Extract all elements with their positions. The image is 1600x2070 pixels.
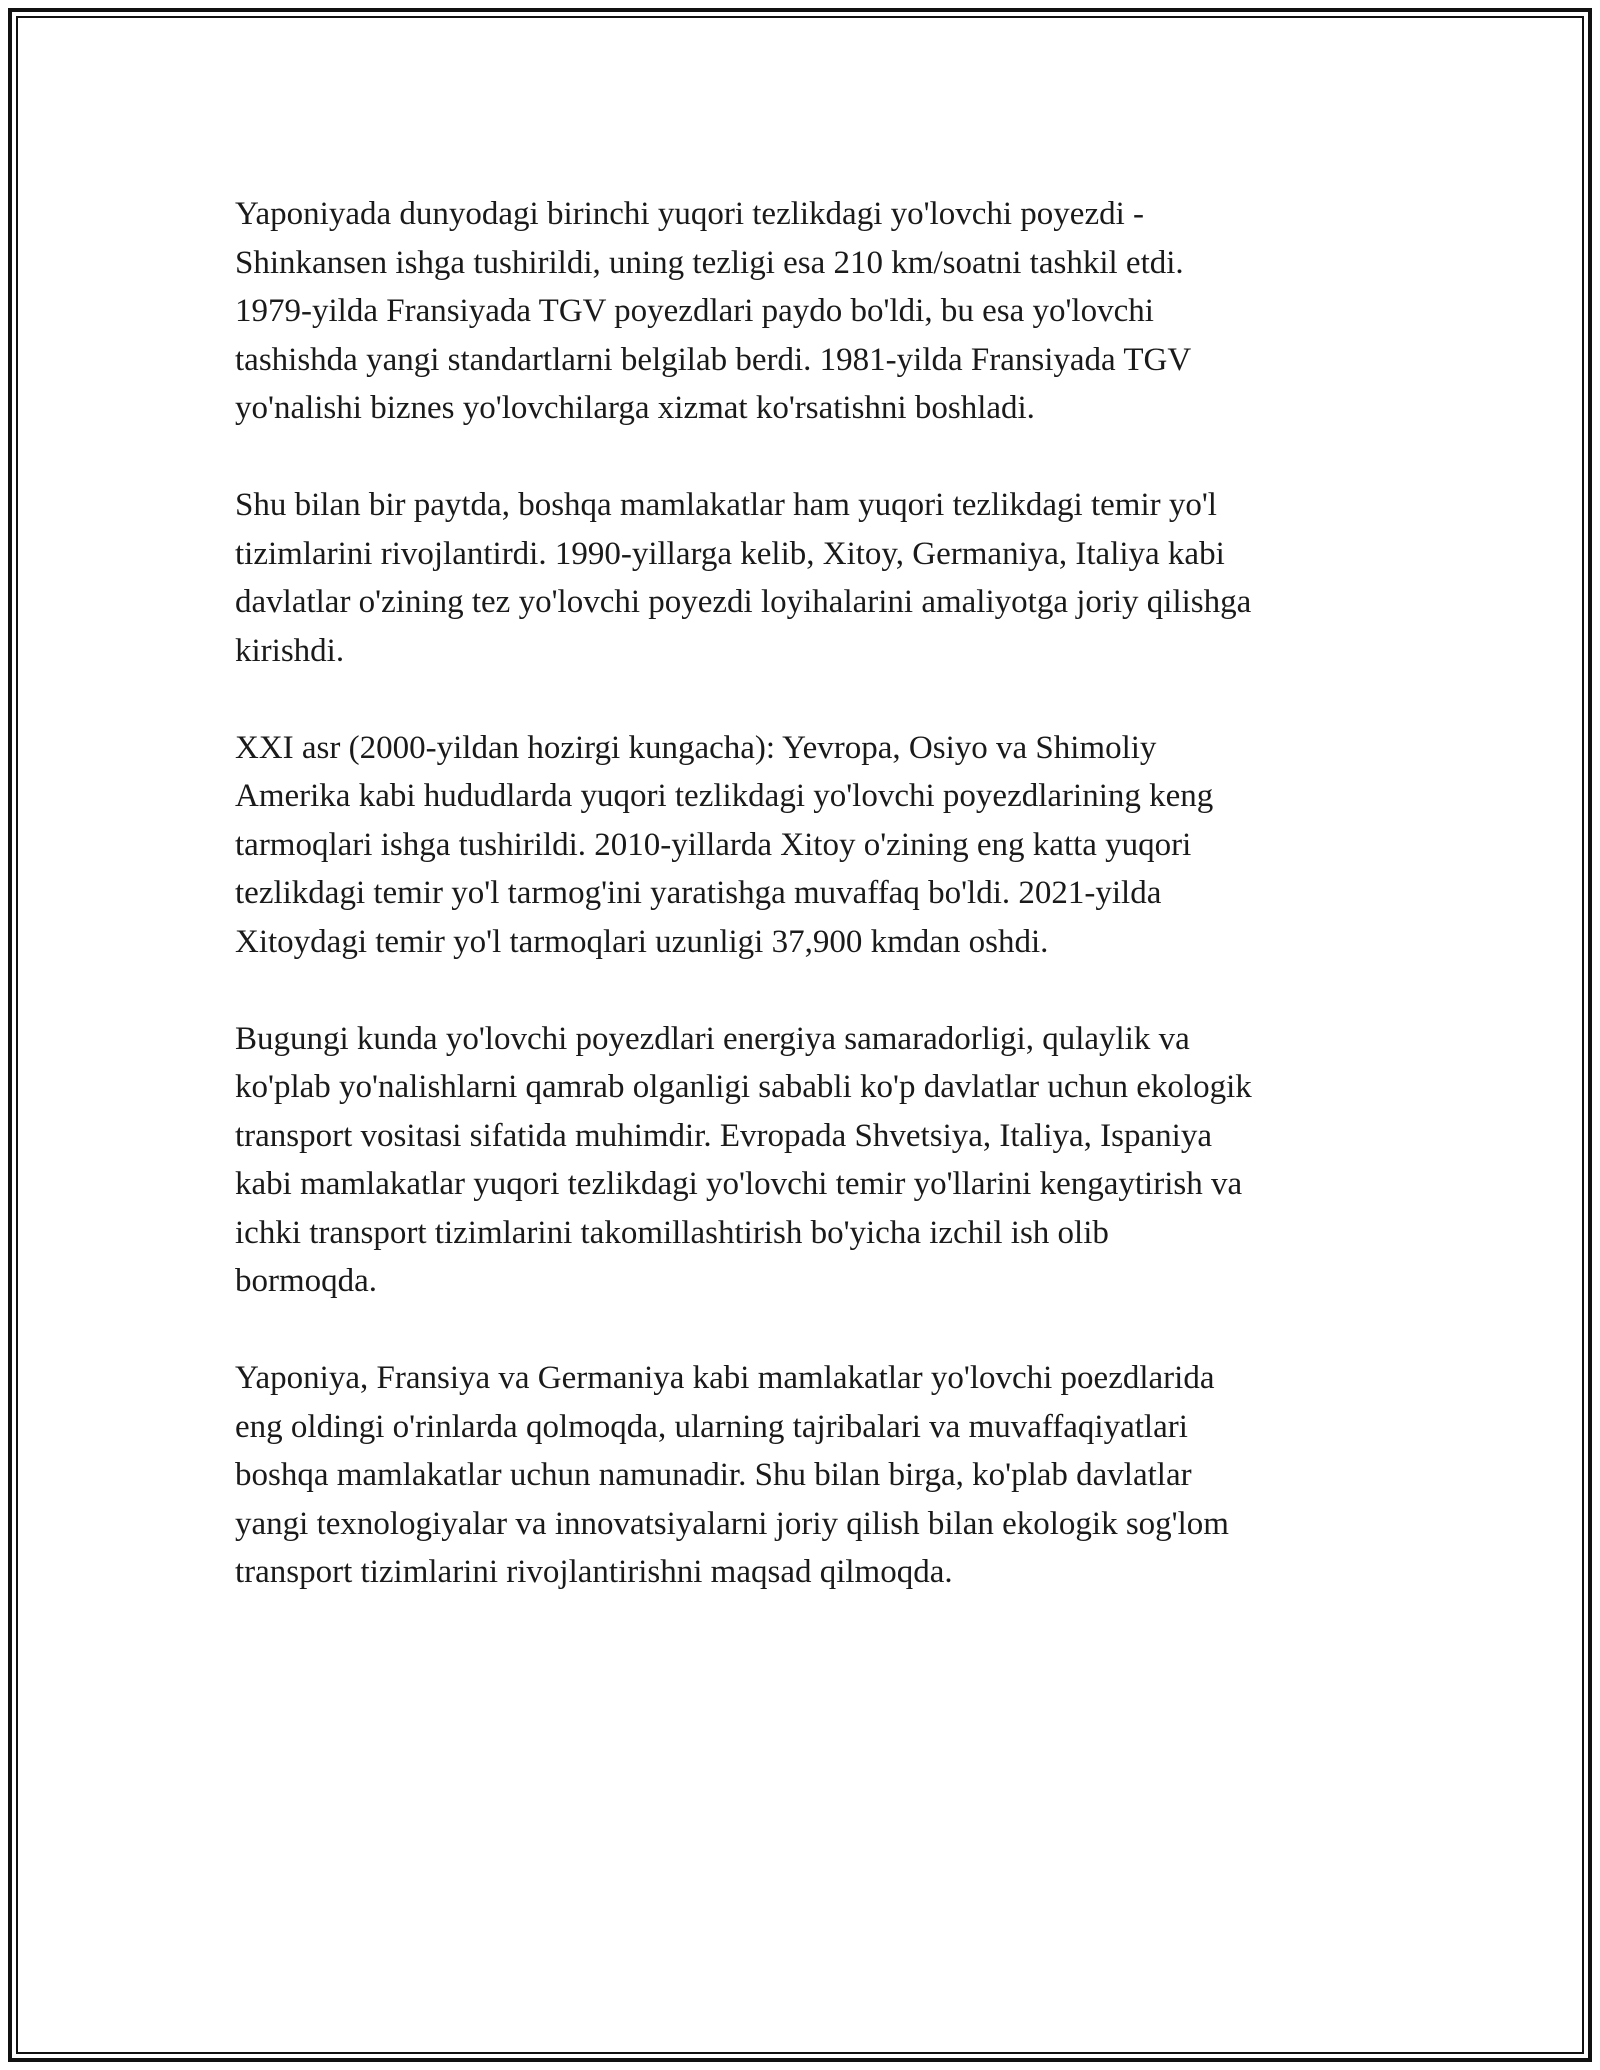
paragraph-2: [235, 481, 1375, 675]
text-line: yo'nalishi biznes yo'lovchilarga xizmat ko'rsatishni boshladi.: [235, 390, 1035, 426]
text-line: kabi mamlakatlar yuqori tezlikdagi yo'lovchi temir yo'llarini kengaytirish va: [235, 1166, 1243, 1202]
text-line: davlatlar o'zining tez yo'lovchi poyezdi loyihalarini amaliyotga joriy qilishga: [235, 584, 1252, 620]
document-body: [235, 190, 1375, 1645]
text-line: tezlikdagi temir yo'l tarmog'ini yaratishga muvaffaq bo'ldi. 2021-yilda: [235, 875, 1162, 911]
paragraph-1: [235, 190, 1375, 433]
text-line: transport tizimlarini rivojlantirishni maqsad qilmoqda.: [235, 1554, 953, 1590]
text-line: tashishda yangi standartlarni belgilab berdi. 1981-yilda Fransiyada TGV: [235, 341, 1192, 378]
text-line: tizimlarini rivojlantirdi. 1990-yillarga kelib, Xitoy, Germaniya, Italiya kabi: [235, 535, 1225, 572]
text-line: Yaponiyada dunyodagi birinchi yuqori tezlikdagi yo'lovchi poyezdi -: [235, 196, 1144, 232]
text-line: ichki transport tizimlarini takomillashtirish bo'yicha izchil ish olib: [235, 1214, 1109, 1251]
text-line: Xitoydagi temir yo'l tarmoqlari uzunligi 37,900 kmdan oshdi.: [235, 923, 1049, 960]
text-line: XXI asr (2000-yildan hozirgi kungacha): Yevropa, Osiyo va Shimoliy: [235, 729, 1157, 766]
text-line: ko'plab yo'nalishlarni qamrab olganligi sababli ko'p davlatlar uchun ekologik: [235, 1069, 1252, 1105]
text-line: boshqa mamlakatlar uchun namunadir. Shu bilan birga, ko'plab davlatlar: [235, 1457, 1192, 1493]
paragraph-5: [235, 1354, 1375, 1597]
text-line: Shu bilan bir paytda, boshqa mamlakatlar ham yuqori tezlikdagi temir yo'l: [235, 487, 1217, 523]
text-line: bormoqda.: [235, 1263, 378, 1299]
paragraph-3: [235, 724, 1375, 967]
text-line: transport vositasi sifatida muhimdir. Evropada Shvetsiya, Italiya, Ispaniya: [235, 1117, 1212, 1154]
text-line: yangi texnologiyalar va innovatsiyalarni joriy qilish bilan ekologik sog'lom: [235, 1505, 1229, 1542]
text-line: eng oldingi o'rinlarda qolmoqda, ularning tajribalari va muvaffaqiyatlari: [235, 1408, 1188, 1445]
text-line: Yaponiya, Fransiya va Germaniya kabi mamlakatlar yo'lovchi poezdlarida: [235, 1360, 1215, 1396]
text-line: Amerika kabi hududlarda yuqori tezlikdagi yo'lovchi poyezdlarining keng: [235, 778, 1214, 814]
text-line: tarmoqlari ishga tushirildi. 2010-yillarda Xitoy o'zining eng katta yuqori: [235, 826, 1192, 863]
text-line: Shinkansen ishga tushirildi, uning tezligi esa 210 km/soatni tashkil etdi.: [235, 244, 1184, 281]
text-line: Bugungi kunda yo'lovchi poyezdlari energiya samaradorligi, qulaylik va: [235, 1020, 1190, 1057]
paragraph-4: [235, 1015, 1375, 1306]
text-line: kirishdi.: [235, 632, 345, 669]
text-line: 1979-yilda Fransiyada TGV poyezdlari paydo bo'ldi, bu esa yo'lovchi: [235, 293, 1154, 329]
